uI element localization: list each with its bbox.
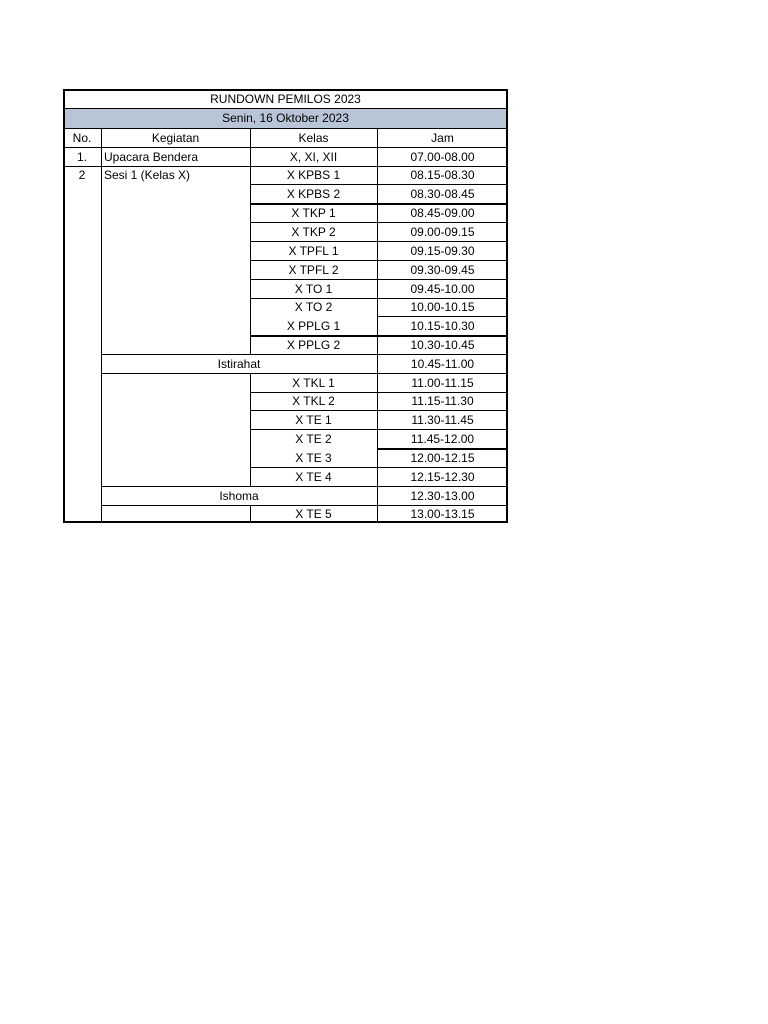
kelas-cell: X TE 4 [295, 469, 332, 484]
kelas-cell: X TKL 2 [292, 394, 335, 408]
header-kegiatan: Kegiatan [151, 130, 200, 145]
header-jam: Jam [431, 130, 454, 145]
header-no: No. [72, 130, 92, 145]
item-1-no: 1. [76, 149, 87, 164]
grid-line [250, 335, 508, 337]
item-1-kegiatan: Upacara Bendera [104, 149, 199, 164]
grid-line [101, 486, 508, 487]
jam-cell: 12.15-12.30 [410, 469, 475, 484]
grid-line [506, 89, 508, 523]
grid-line [101, 128, 102, 523]
grid-line [377, 316, 508, 317]
kelas-cell: X TPFL 1 [288, 243, 339, 258]
item-1-jam: 07.00-08.00 [410, 149, 475, 164]
jam-cell: 12.00-12.15 [410, 450, 475, 465]
break-istirahat: Istirahat [217, 356, 261, 371]
jam-cell: 08.15-08.30 [410, 168, 475, 182]
grid-line [101, 505, 508, 506]
grid-line [250, 410, 508, 411]
sheet-title: RUNDOWN PEMILOS 2023 [210, 91, 361, 106]
grid-line [63, 89, 65, 523]
grid-line [63, 166, 508, 167]
jam-cell: 09.00-09.15 [410, 224, 475, 239]
kelas-cell: X PPLG 2 [286, 337, 341, 352]
grid-line [63, 89, 508, 91]
grid-line [250, 298, 508, 299]
grid-line [377, 448, 508, 450]
grid-line [250, 184, 508, 185]
item-2-kegiatan: Sesi 1 (Kelas X) [104, 168, 191, 182]
jam-cell: 09.45-10.00 [410, 281, 475, 296]
kelas-cell: X TPFL 2 [288, 262, 339, 277]
kelas-cell: X KPBS 1 [286, 168, 341, 182]
jam-cell: 12.30-13.00 [410, 488, 475, 503]
jam-cell: 11.15-11.30 [411, 394, 474, 408]
grid-line [63, 108, 508, 109]
jam-cell: 13.00-13.15 [410, 507, 475, 521]
grid-line [250, 260, 508, 261]
grid-line [377, 128, 378, 523]
jam-cell: 08.30-08.45 [410, 186, 475, 201]
kelas-cell: X PPLG 1 [286, 318, 341, 333]
item-2-no: 2 [78, 168, 86, 182]
kelas-cell: X TE 3 [295, 450, 332, 465]
kelas-cell: X KPBS 2 [286, 186, 341, 201]
grid-line [63, 147, 508, 148]
kelas-cell: X TE 5 [295, 507, 332, 521]
jam-cell: 08.45-09.00 [410, 205, 475, 220]
rundown-sheet [63, 89, 508, 523]
item-1-kelas: X, XI, XII [289, 149, 338, 164]
jam-cell: 10.15-10.30 [410, 318, 475, 333]
date-row: Senin, 16 Oktober 2023 [63, 108, 508, 128]
grid-line [250, 429, 508, 430]
grid-line [250, 392, 508, 393]
grid-line [63, 128, 508, 129]
kelas-cell: X TKP 1 [291, 205, 336, 220]
grid-line [250, 222, 508, 223]
kelas-cell: X TE 1 [295, 412, 332, 427]
kelas-cell: X TE 2 [295, 431, 332, 446]
grid-line [63, 521, 508, 523]
jam-cell: 11.00-11.15 [411, 375, 474, 390]
grid-line [101, 354, 508, 355]
grid-line [250, 467, 508, 468]
break-ishoma: Ishoma [219, 488, 259, 503]
jam-cell: 11.30-11.45 [411, 412, 474, 427]
grid-line [250, 241, 508, 242]
kelas-cell: X TKL 1 [292, 375, 335, 390]
kelas-cell: X TKP 2 [291, 224, 336, 239]
kelas-cell: X TO 2 [294, 300, 333, 314]
grid-line [250, 279, 508, 280]
jam-cell: 09.15-09.30 [410, 243, 475, 258]
jam-cell: 09.30-09.45 [410, 262, 475, 277]
grid-line [101, 373, 508, 374]
jam-cell: 10.30-10.45 [410, 337, 475, 352]
kelas-cell: X TO 1 [294, 281, 333, 296]
jam-cell: 10.45-11.00 [410, 356, 475, 371]
jam-cell: 11.45-12.00 [410, 431, 475, 446]
jam-cell: 10.00-10.15 [410, 300, 475, 314]
grid-line [250, 203, 508, 205]
header-kelas: Kelas [298, 130, 329, 145]
